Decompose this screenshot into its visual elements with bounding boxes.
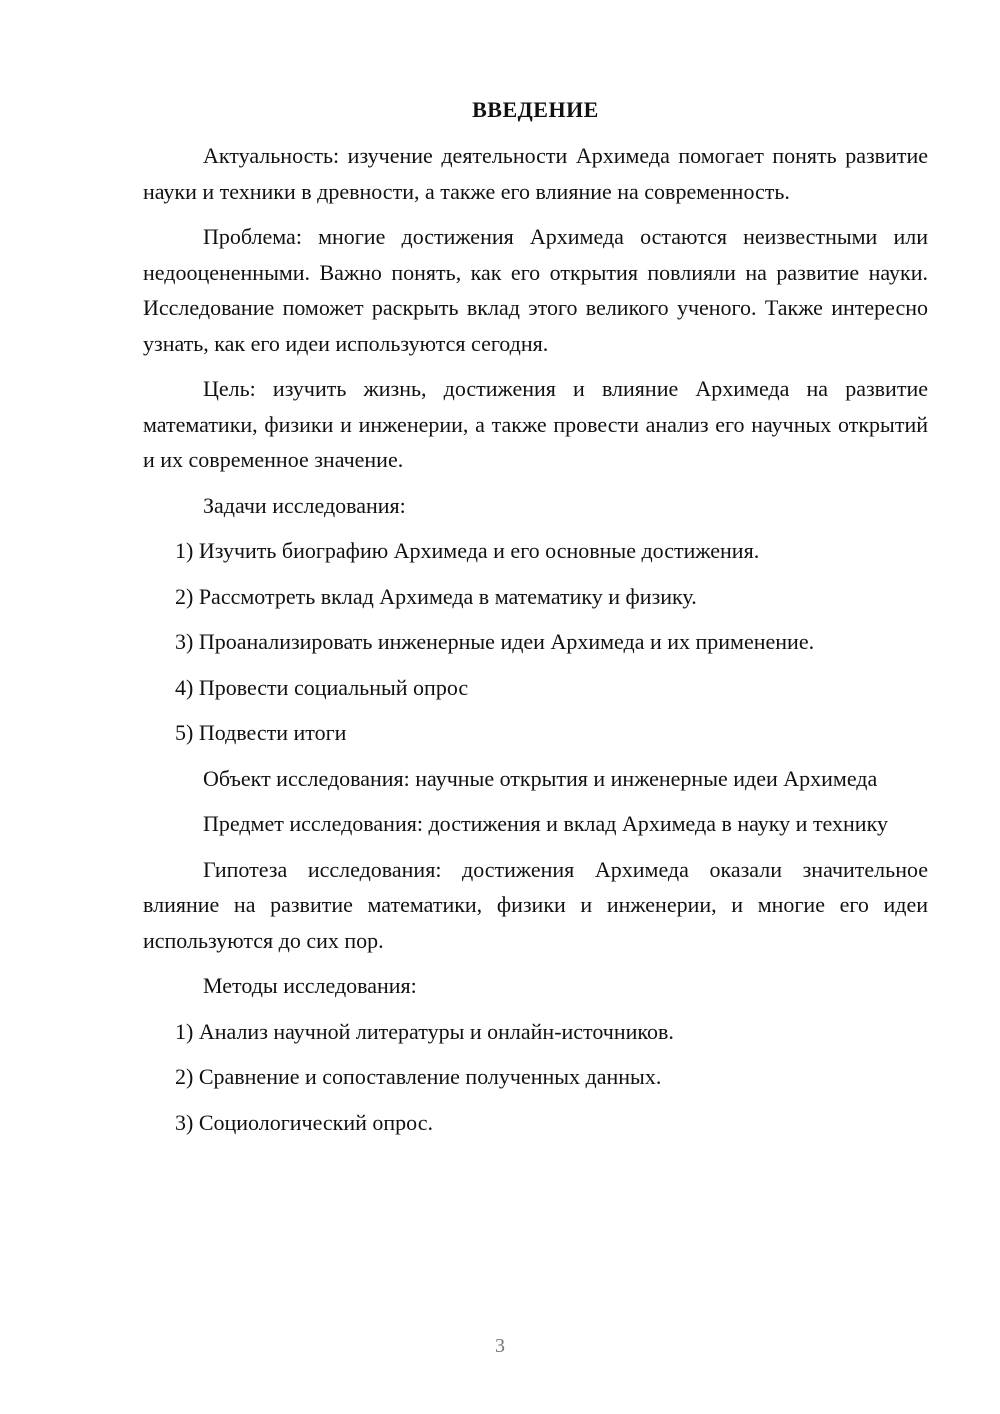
paragraph-hypothesis: Гипотеза исследования: достижения Архимеда оказали значительное влияние на развитие математики, физики и инженерии, и многие его идеи используются до сих пор.	[143, 856, 928, 953]
paragraph-goal: Цель: изучить жизнь, достижения и влияние Архимеда на развитие математики, физики и инженерии, а также провести анализ его научных открытий и их современное значение.	[143, 376, 928, 472]
document-page	[143, 92, 928, 1150]
tasks-heading: Задачи исследования:	[203, 492, 406, 518]
list-item: 5) Подвести итоги	[175, 720, 347, 745]
paragraph-subject: Предмет исследования: достижения и вклад Архимеда в науку и технику	[203, 811, 888, 836]
paragraph-object: Объект исследования: научные открытия и инженерные идеи Архимеда	[203, 765, 878, 791]
methods-list	[143, 1014, 928, 1141]
list-item: 1) Изучить биографию Архимеда и его основные достижения.	[175, 538, 760, 563]
list-item: 1) Анализ научной литературы и онлайн-источников.	[175, 1018, 674, 1044]
list-item: 2) Рассмотреть вклад Архимеда в математику и физику.	[175, 583, 697, 609]
page-number: 3	[495, 1335, 505, 1357]
paragraph-problem: Проблема: многие достижения Архимеда остаются неизвестными или недооцененными. Важно понять, как его открытия повлияли на развитие науки. Исследование поможет раскрыть вклад этого великого ученого. Также интересно узнать, как его идеи используются сегодня.	[143, 224, 928, 356]
page-title: ВВЕДЕНИЕ	[472, 97, 599, 122]
list-item: 3) Социологический опрос.	[175, 1109, 433, 1135]
list-item: 4) Провести социальный опрос	[175, 674, 469, 700]
methods-heading: Методы исследования:	[203, 973, 417, 998]
tasks-list	[143, 533, 928, 751]
list-item: 3) Проанализировать инженерные идеи Архимеда и их применение.	[175, 629, 815, 654]
paragraph-relevance: Актуальность: изучение деятельности Архимеда помогает понять развитие науки и техники в древности, а также его влияние на современность.	[143, 143, 928, 204]
list-item: 2) Сравнение и сопоставление полученных данных.	[175, 1064, 662, 1089]
